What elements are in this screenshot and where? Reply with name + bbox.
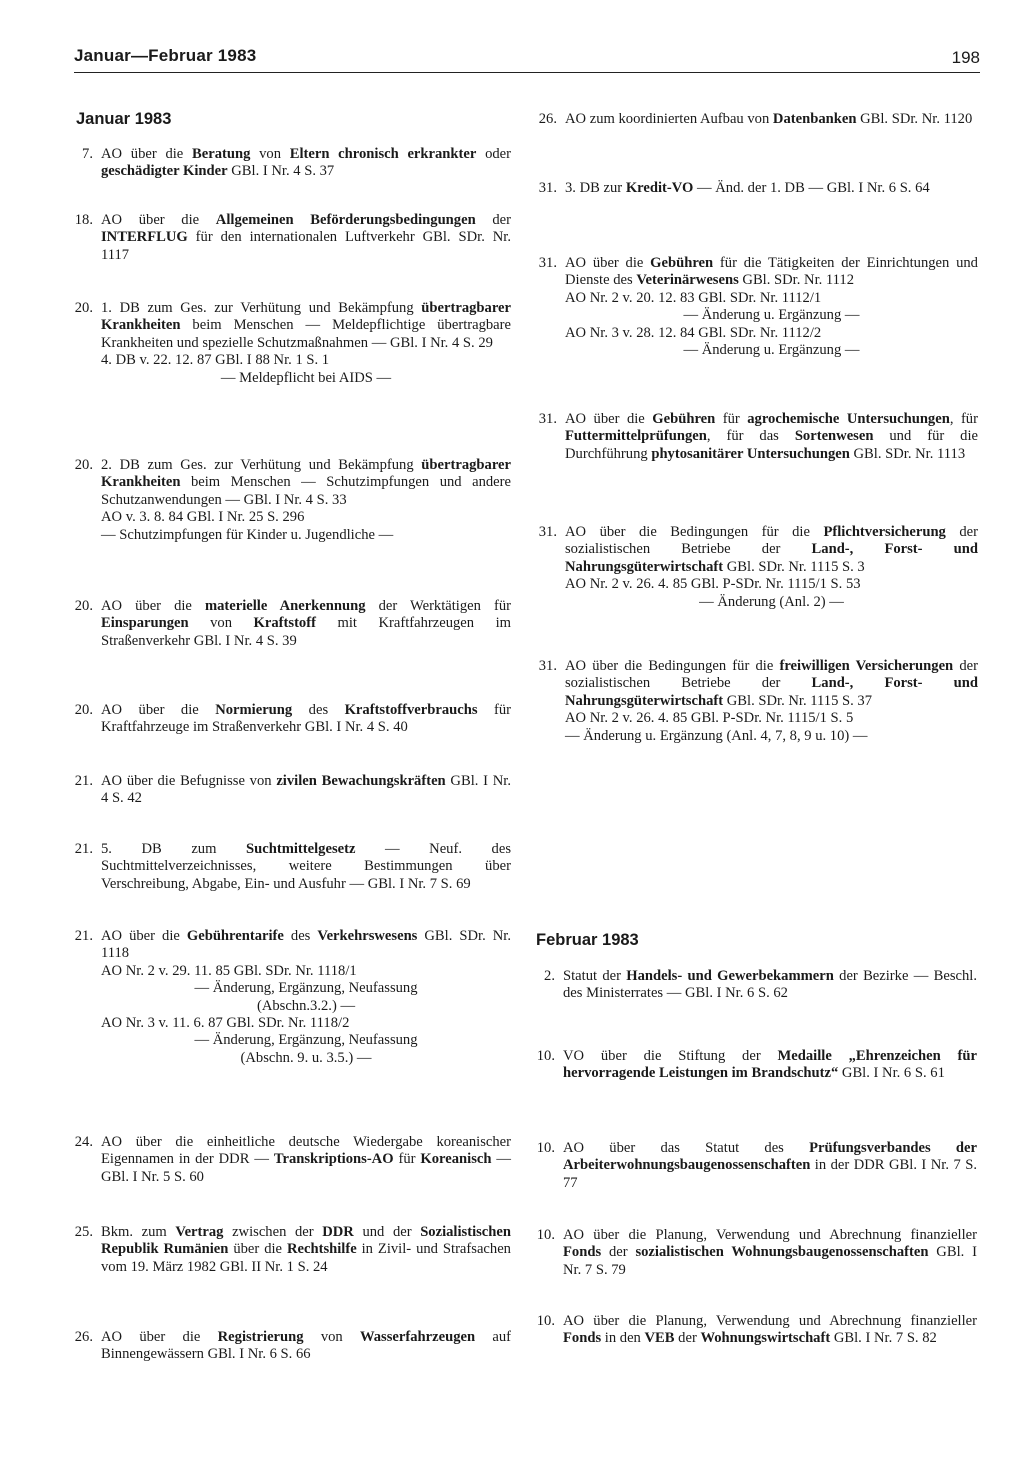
bold-keyword: Vertrag xyxy=(175,1224,224,1240)
bold-keyword: Kraftstoff xyxy=(253,615,316,632)
entry-day: 31. xyxy=(538,411,557,427)
running-title: Januar—Februar 1983 xyxy=(74,46,257,65)
text-run: auf Binnengewässern GBl. I Nr. 6 S. 66 xyxy=(101,1329,511,1363)
entry-day: 26. xyxy=(74,1329,93,1345)
text-run: der xyxy=(475,212,511,228)
entry-day: 21. xyxy=(74,773,93,789)
entry-day: 10. xyxy=(536,1140,555,1156)
text-run: AO über die xyxy=(565,255,651,271)
text-run: und für die Durchführung xyxy=(565,428,978,462)
entry-day: 10. xyxy=(536,1313,555,1329)
text-run: GBl. SDr. Nr. 1113 xyxy=(849,445,966,462)
text-run: beim Menschen — Meldepflichtige übertragbare Krankheiten und spezielle Schutzmaßnahmen — GBl. I Nr. 4 S. 29 xyxy=(101,317,511,351)
section-title-januar: Januar 1983 xyxy=(76,110,172,128)
entry-day: 10. xyxy=(536,1227,555,1243)
entry-amendment-line: — Änderung (Anl. 2) — xyxy=(699,593,844,610)
text-run: AO über die einheitliche deutsche Wiedergabe koreanischer Eigennamen in der DDR — xyxy=(101,1134,511,1168)
text-run: von xyxy=(250,146,290,162)
bold-keyword: Gebühren xyxy=(650,255,714,271)
bold-keyword: übertragbarer Krankheiten xyxy=(101,300,511,334)
entry-amendment-line: AO Nr. 3 v. 28. 12. 84 GBl. SDr. Nr. 1112/2 xyxy=(565,324,822,341)
bold-keyword: Wasserfahrzeugen xyxy=(359,1329,476,1345)
text-run: 5. DB zum xyxy=(101,841,247,857)
bold-keyword: INTERFLUG xyxy=(101,229,188,246)
bold-keyword: Prüfungsverbandes der Arbeiterwohnungsbaugenossenschaften xyxy=(563,1140,977,1174)
entry-amendment-line: AO Nr. 3 v. 11. 6. 87 GBl. SDr. Nr. 1118/2 xyxy=(101,1015,350,1032)
entry-text xyxy=(101,702,511,737)
text-run: 1. DB zum Ges. zur Verhütung und Bekämpfung xyxy=(101,300,422,316)
text-run: der sozialistischen Betriebe der xyxy=(565,658,978,692)
entry-text xyxy=(101,928,511,1067)
entry-main-text xyxy=(565,111,978,128)
entry-main-text xyxy=(101,1134,511,1186)
entry-main-text xyxy=(101,212,511,264)
text-run: GBl. I Nr. 6 S. 61 xyxy=(838,1065,945,1082)
bold-keyword: Suchtmittelgesetz xyxy=(246,841,356,857)
entry-text xyxy=(101,1224,511,1276)
bold-keyword: Land-, Forst- und Nahrungsgüterwirtschaft xyxy=(565,675,978,709)
entry-main-text xyxy=(101,457,511,509)
text-run: in den xyxy=(601,1330,645,1347)
entry-main-text xyxy=(101,841,511,893)
text-run: AO zum koordinierten Aufbau von xyxy=(565,111,773,127)
bold-keyword: Wohnungswirtschaft xyxy=(700,1330,831,1347)
bold-keyword: Allgemeinen Beförderungsbedingungen xyxy=(215,212,476,228)
entry-main-text xyxy=(101,300,511,352)
entry-text xyxy=(563,1048,977,1083)
text-run: der xyxy=(674,1330,701,1347)
bold-keyword: Einsparungen xyxy=(101,615,189,632)
text-run: der xyxy=(601,1244,636,1261)
entry-text xyxy=(563,968,977,1003)
text-run: der Bezirke — Beschl. des Ministerrates — GBl. I Nr. 6 S. 62 xyxy=(563,968,977,1002)
entry-text xyxy=(565,111,978,128)
entry-main-text xyxy=(565,411,978,463)
entry-day: 10. xyxy=(536,1048,555,1064)
text-run: von xyxy=(303,1329,360,1345)
bold-keyword: Beratung xyxy=(192,146,251,162)
bold-keyword: Fonds xyxy=(563,1244,602,1261)
text-run: GBl. I Nr. 4 S. 37 xyxy=(227,163,335,180)
entry-text xyxy=(565,180,978,197)
page-number: 198 xyxy=(951,48,980,67)
entry-text xyxy=(565,524,978,611)
entry-amendment-line: — Meldepflicht bei AIDS — xyxy=(220,369,392,386)
text-run: für xyxy=(715,411,748,427)
entry-text xyxy=(101,457,511,544)
bold-keyword: Verkehrswesens xyxy=(317,928,418,944)
section-title-februar: Februar 1983 xyxy=(536,931,639,949)
entry-amendment-line: — Änderung u. Ergänzung — xyxy=(683,342,860,359)
entry-day: 31. xyxy=(538,255,557,271)
bold-keyword: übertragbarer Krankheiten xyxy=(101,457,511,491)
text-run: AO über die xyxy=(101,1329,218,1345)
text-run: AO über die xyxy=(101,146,193,162)
text-run: AO über die xyxy=(101,702,216,718)
entry-main-text xyxy=(101,928,511,963)
bold-keyword: Datenbanken xyxy=(772,111,857,127)
entry-day: 2. xyxy=(544,968,555,984)
text-run: der sozialistischen Betriebe der xyxy=(565,524,978,558)
bold-keyword: Transkriptions-AO xyxy=(273,1151,394,1168)
bold-keyword: phytosanitärer Untersuchungen xyxy=(651,445,850,462)
entry-main-text xyxy=(565,524,978,576)
bold-keyword: Fonds xyxy=(563,1330,602,1347)
entry-amendment-line: AO Nr. 2 v. 26. 4. 85 GBl. P-SDr. Nr. 1115/1 S. 53 xyxy=(565,576,861,593)
bold-keyword: zivilen Bewachungskräften xyxy=(276,773,446,789)
entry-amendment-line: — Änderung, Ergänzung, Neufassung xyxy=(194,980,418,997)
entry-amendment-line: AO v. 3. 8. 84 GBl. I Nr. 25 S. 296 xyxy=(101,509,305,526)
entry-main-text xyxy=(101,146,511,181)
entry-text xyxy=(101,1329,511,1364)
entry-text xyxy=(563,1227,977,1279)
entry-amendment-line: (Abschn. 9. u. 3.5.) — xyxy=(240,1049,372,1066)
entry-main-text xyxy=(101,702,511,737)
bold-keyword: Kraftstoffverbrauchs xyxy=(344,702,478,718)
entry-text xyxy=(101,212,511,264)
text-run: — Neuf. des Suchtmittelverzeichnisses, weitere Bestimmungen über Verschreibung, Abgabe, Ein- und Ausfuhr — GBl. I Nr. 7 S. 69 xyxy=(101,841,511,892)
bold-keyword: freiwilligen Versicherungen xyxy=(779,658,954,674)
header-rule xyxy=(74,72,980,73)
entry-day: 21. xyxy=(74,841,93,857)
bold-keyword: Pflichtversicherung xyxy=(823,524,946,540)
text-run: GBl. SDr. Nr. 1115 S. 3 xyxy=(723,558,865,575)
entry-text xyxy=(565,255,978,359)
entry-amendment-line: — Änderung u. Ergänzung (Anl. 4, 7, 8, 9 u. 10) — xyxy=(565,727,868,744)
bold-keyword: Registrierung xyxy=(217,1329,304,1345)
entry-text xyxy=(101,773,511,808)
entry-main-text xyxy=(101,773,511,808)
text-run: der Werktätigen für xyxy=(365,598,511,614)
text-run: AO über die Bedingungen für die xyxy=(565,524,824,540)
bold-keyword: Normierung xyxy=(215,702,293,718)
entry-text xyxy=(101,146,511,181)
entry-day: 31. xyxy=(538,180,557,196)
bold-keyword: Veterinärwesens xyxy=(636,272,739,289)
bold-keyword: Koreanisch xyxy=(420,1151,492,1168)
text-run: GBl. SDr. Nr. 1118 xyxy=(101,928,511,962)
entry-amendment-line: 4. DB v. 22. 12. 87 GBl. I 88 Nr. 1 S. 1 xyxy=(101,352,330,369)
text-run: VO über die Stiftung der xyxy=(563,1048,778,1064)
bold-keyword: Eltern chronisch erkrankter xyxy=(289,146,477,162)
text-run: Bkm. zum xyxy=(101,1224,176,1240)
text-run: AO über die xyxy=(101,212,216,228)
entry-amendment-line: — Änderung, Ergänzung, Neufassung xyxy=(194,1032,418,1049)
bold-keyword: Kredit-VO xyxy=(625,180,694,196)
text-run: AO über das Statut des xyxy=(563,1140,810,1156)
bold-keyword: VEB xyxy=(644,1330,675,1347)
text-run: AO über die Befugnisse von xyxy=(101,773,277,789)
bold-keyword: sozialistischen Wohnungsbaugenossenschaften xyxy=(635,1244,929,1261)
entry-day: 20. xyxy=(74,300,93,316)
bold-keyword: Gebührentarife xyxy=(186,928,284,944)
entry-text xyxy=(101,300,511,387)
text-run: in Zivil- und Strafsachen vom 19. März 1982 GBl. II Nr. 1 S. 24 xyxy=(101,1241,511,1275)
text-run: GBl. SDr. Nr. 1115 S. 37 xyxy=(723,692,873,709)
text-run: beim Menschen — Schutzimpfungen und andere Schutzanwendungen — GBl. I Nr. 4 S. 33 xyxy=(101,474,511,508)
text-run: GBl. I Nr. 7 S. 82 xyxy=(830,1330,937,1347)
bold-keyword: Sozialistischen Republik Rumänien xyxy=(101,1224,511,1258)
bold-keyword: Sortenwesen xyxy=(794,428,874,445)
bold-keyword: Rechtshilfe xyxy=(286,1241,357,1258)
entry-main-text xyxy=(563,1140,977,1192)
text-run: , für xyxy=(949,411,978,427)
text-run: AO über die xyxy=(101,928,187,944)
bold-keyword: materielle Anerkennung xyxy=(204,598,366,614)
bold-keyword: agrochemische Untersuchungen xyxy=(747,411,950,427)
text-run: Statut der xyxy=(563,968,627,984)
text-run: über die xyxy=(228,1241,287,1258)
text-run: für die Tätigkeiten der Einrichtungen und Dienste des xyxy=(565,255,978,289)
text-run: GBl. SDr. Nr. 1120 xyxy=(856,111,973,127)
entry-day: 26. xyxy=(538,111,557,127)
entry-main-text xyxy=(101,598,511,650)
text-run: für Kraftfahrzeuge im Straßenverkehr GBl. I Nr. 4 S. 40 xyxy=(101,702,511,736)
text-run: AO über die Planung, Verwendung und Abrechnung finanzieller xyxy=(563,1227,977,1243)
text-run: GBl. I Nr. 4 S. 42 xyxy=(101,773,511,807)
entry-main-text xyxy=(101,1329,511,1364)
entry-day: 20. xyxy=(74,598,93,614)
text-run: AO über die Bedingungen für die xyxy=(565,658,780,674)
text-run: von xyxy=(188,615,254,632)
entry-main-text xyxy=(101,1224,511,1276)
text-run: für xyxy=(393,1151,421,1168)
text-run: oder xyxy=(476,146,511,162)
entry-text xyxy=(565,658,978,745)
entry-main-text xyxy=(563,1313,977,1348)
text-run: , für das xyxy=(706,428,795,445)
bold-keyword: Medaille „Ehrenzeichen für hervorragende Leistungen im Brandschutz“ xyxy=(563,1048,977,1082)
entry-main-text xyxy=(565,255,978,290)
text-run: AO über die xyxy=(565,411,653,427)
entry-amendment-line: AO Nr. 2 v. 26. 4. 85 GBl. P-SDr. Nr. 1115/1 S. 5 xyxy=(565,710,854,727)
bold-keyword: Gebühren xyxy=(652,411,716,427)
entry-day: 31. xyxy=(538,524,557,540)
entry-day: 25. xyxy=(74,1224,93,1240)
entry-day: 20. xyxy=(74,457,93,473)
text-run: mit Kraftfahrzeugen im Straßenverkehr GBl. I Nr. 4 S. 39 xyxy=(101,615,511,649)
entry-text xyxy=(565,411,978,463)
entry-day: 31. xyxy=(538,658,557,674)
bold-keyword: Futtermittelprüfungen xyxy=(565,428,707,445)
running-head xyxy=(74,46,980,74)
entry-main-text xyxy=(563,1048,977,1083)
entry-amendment-line: AO Nr. 2 v. 20. 12. 83 GBl. SDr. Nr. 1112/1 xyxy=(565,289,822,306)
text-run: AO über die xyxy=(101,598,205,614)
entry-amendment-line: — Schutzimpfungen für Kinder u. Jugendliche — xyxy=(101,526,394,543)
entry-main-text xyxy=(563,1227,977,1279)
entry-day: 21. xyxy=(74,928,93,944)
text-run: für den internationalen Luftverkehr GBl. SDr. Nr. 1117 xyxy=(101,229,511,263)
bold-keyword: DDR xyxy=(322,1224,354,1240)
text-run: in der DDR GBl. I Nr. 7 S. 77 xyxy=(563,1157,977,1191)
entry-text xyxy=(563,1140,977,1192)
text-run: — GBl. I Nr. 5 S. 60 xyxy=(101,1151,511,1185)
text-run: AO über die Planung, Verwendung und Abrechnung finanzieller xyxy=(563,1313,977,1329)
text-run: — Änd. der 1. DB — GBl. I Nr. 6 S. 64 xyxy=(693,180,930,196)
text-run: GBl. SDr. Nr. 1112 xyxy=(738,272,855,289)
entry-text xyxy=(101,1134,511,1186)
entry-text xyxy=(101,598,511,650)
bold-keyword: geschädigter Kinder xyxy=(101,163,228,180)
entry-text xyxy=(563,1313,977,1348)
entry-day: 24. xyxy=(74,1134,93,1150)
text-run: GBl. I Nr. 7 S. 79 xyxy=(563,1244,977,1278)
entry-amendment-line: AO Nr. 2 v. 29. 11. 85 GBl. SDr. Nr. 1118/1 xyxy=(101,962,357,979)
bold-keyword: Handels- und Gewerbekammern xyxy=(626,968,834,984)
text-run: 3. DB zur xyxy=(565,180,626,196)
text-run: 2. DB zum Ges. zur Verhütung und Bekämpfung xyxy=(101,457,422,473)
entry-day: 7. xyxy=(82,146,93,162)
text-run: des xyxy=(292,702,345,718)
entry-main-text xyxy=(565,658,978,710)
entry-day: 20. xyxy=(74,702,93,718)
entry-main-text xyxy=(563,968,977,1003)
entry-day: 18. xyxy=(74,212,93,228)
text-run: und der xyxy=(353,1224,421,1240)
text-run: des xyxy=(283,928,318,944)
bold-keyword: Land-, Forst- und Nahrungsgüterwirtschaft xyxy=(565,541,978,575)
entry-amendment-line: (Abschn.3.2.) — xyxy=(256,997,356,1014)
entry-text xyxy=(101,841,511,893)
entry-main-text xyxy=(565,180,978,197)
entry-amendment-line: — Änderung u. Ergänzung — xyxy=(683,307,860,324)
text-run: zwischen der xyxy=(223,1224,323,1240)
